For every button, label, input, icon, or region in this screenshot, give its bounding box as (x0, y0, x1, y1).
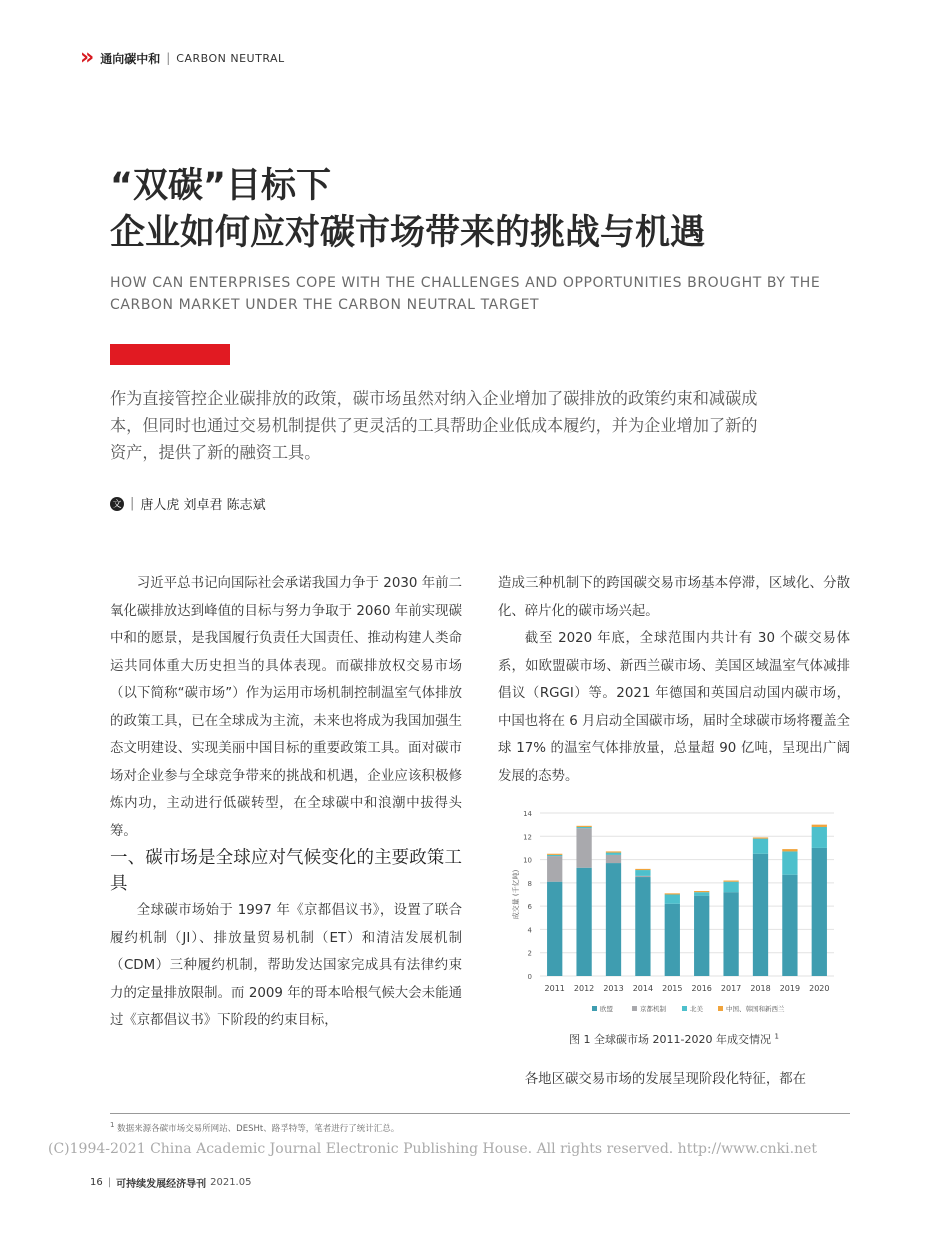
x-tick-label: 2014 (632, 984, 654, 993)
x-tick-label: 2020 (809, 984, 830, 993)
x-tick-label: 2011 (544, 984, 565, 993)
column-header (80, 46, 285, 70)
bar-segment (547, 855, 562, 856)
y-tick-label: 10 (523, 856, 532, 865)
bar-segment (606, 853, 621, 855)
section-heading-1: 一、碳市场是全球应对气候变化的主要政策工具 (110, 848, 462, 894)
bar-segment (665, 904, 680, 976)
footnote-rule (110, 1113, 850, 1114)
body-column-left (110, 570, 462, 1035)
author-names: 唐人虎 刘卓君 陈志斌 (140, 498, 266, 513)
bar-segment (635, 869, 650, 870)
y-tick-label: 12 (523, 833, 532, 842)
bar-segment (723, 882, 738, 892)
bar-segment (576, 826, 591, 827)
legend-swatch (632, 1006, 637, 1011)
x-tick-label: 2019 (779, 984, 801, 993)
legend-label: 中国、韩国和新西兰 (726, 1005, 785, 1013)
bar-segment (723, 892, 738, 976)
bar-segment (576, 827, 591, 828)
english-title: HOW CAN ENTERPRISES COPE WITH THE CHALLENGES AND OPPORTUNITIES BROUGHT BY THE CARBON MARKET UNDER THE CARBON NEUTRAL TARGET (110, 275, 821, 313)
body-paragraph-1: 习近平总书记向国际社会承诺我国力争于 2030 年前二氧化碳排放达到峰值的目标与努力争取于 2060 年前实现碳中和的愿景，是我国履行负责任大国责任、推动构建人类命运共同体重大历史担当的具体表现。而碳排放权交易市场（以下简称“碳市场”）作为运用市场机制控制温室气体排放的政策工具，已在全球成为主流，未来也将成为我国加强生态文明建设、实现美丽中国目标的重要政策工具。面对碳市场对企业参与全球竞争带来的挑战和机遇，企业应该积极修炼内功，主动进行低碳转型，在全球碳中和浪潮中拔得头筹。 (110, 576, 462, 839)
stacked-bar-chart (498, 800, 850, 1025)
caption-text: 图 1 全球碳市场 2011-2020 年成交情况 (569, 1033, 771, 1046)
footnote (110, 1121, 399, 1134)
bar-segment (753, 839, 768, 854)
bar-segment (635, 870, 650, 876)
x-tick-label: 2013 (603, 984, 624, 993)
bar-segment (576, 868, 591, 976)
bar-segment (694, 892, 709, 895)
column-name-cn: 通向碳中和 (100, 51, 161, 66)
y-tick-label: 4 (527, 926, 532, 935)
bar-segment (812, 848, 827, 976)
bar-segment (753, 837, 768, 838)
x-tick-label: 2018 (750, 984, 771, 993)
bar-segment (606, 851, 621, 852)
y-tick-label: 14 (523, 810, 532, 818)
x-tick-label: 2017 (720, 984, 742, 993)
legend-label: 欧盟 (600, 1005, 613, 1013)
body-column-right (498, 570, 850, 790)
article-title (110, 163, 705, 257)
author-line (110, 494, 266, 513)
footnote-marker: 1 (110, 1121, 115, 1129)
title-line-1: “双碳”目标下 (110, 166, 332, 206)
caption-footnote-marker: 1 (774, 1032, 779, 1041)
bar-segment (635, 876, 650, 877)
bar-segment (665, 895, 680, 904)
bar-segment (606, 855, 621, 863)
legend-label: 京都机制 (640, 1005, 666, 1013)
body-paragraph-2: 全球碳市场始于 1997 年《京都倡议书》，设置了联合履约机制（JI）、排放量贸易机制（ET）和清洁发展机制（CDM）三种履约机制，帮助发达国家完成具有法律约束力的定量排放限制。而 2009 年的哥本哈根气候大会未能通过《京都倡议书》下阶段的约束目标， (110, 903, 462, 1028)
legend-swatch (592, 1006, 597, 1011)
bar-segment (665, 893, 680, 894)
bar-segment (547, 856, 562, 882)
body-paragraph-3: 截至 2020 年底，全球范围内共计有 30 个碳交易体系，如欧盟碳市场、新西兰碳市场、美国区域温室气体减排倡议（RGGI）等。2021 年德国和英国启动国内碳市场，中国也将在 6 月启动全国碳市场，届时全球碳市场将覆盖全球 17% 的温室气体排放量，总量超 90 亿吨，呈现出广阔发展的态势。 (498, 631, 850, 784)
bar-segment (606, 863, 621, 976)
bar-segment (782, 851, 797, 874)
legend-swatch (718, 1006, 723, 1011)
author-icon: 文 (110, 497, 124, 511)
body-paragraph-4: 各地区碳交易市场的发展呈现阶段化特征，都在 (524, 1072, 806, 1087)
bar-segment (812, 827, 827, 848)
x-tick-label: 2012 (573, 984, 595, 993)
figure-1-caption (498, 1031, 850, 1047)
legend-swatch (682, 1006, 687, 1011)
double-chevron-icon: » (80, 45, 89, 70)
x-tick-label: 2016 (691, 984, 712, 993)
bar-segment (723, 881, 738, 882)
x-tick-label: 2015 (662, 984, 683, 993)
issue-number: 2021.05 (210, 1177, 252, 1188)
bar-segment (694, 896, 709, 976)
y-tick-label: 0 (527, 973, 532, 981)
y-tick-label: 6 (527, 903, 532, 912)
body-paragraph-2-continued: 造成三种机制下的跨国碳交易市场基本停滞，区域化、分散化、碎片化的碳市场兴起。 (498, 576, 850, 619)
legend-label: 北美 (690, 1005, 703, 1013)
column-name-en: CARBON NEUTRAL (176, 51, 285, 65)
body-column-right-bottom (498, 1066, 850, 1094)
bar-segment (547, 882, 562, 976)
footnote-text: 数据来源各碳市场交易所网站、DESHt、路孚特等，笔者进行了统计汇总。 (117, 1123, 400, 1134)
accent-bar (110, 344, 230, 365)
bar-segment (782, 849, 797, 851)
page-footer (90, 1175, 251, 1190)
page-number: 16 (90, 1177, 103, 1188)
bar-segment (635, 877, 650, 976)
bar-segment (694, 891, 709, 892)
bar-segment (812, 825, 827, 827)
y-tick-label: 2 (527, 949, 532, 958)
lead-paragraph: 作为直接管控企业碳排放的政策，碳市场虽然对纳入企业增加了碳排放的政策约束和减碳成本，但同时也通过交易机制提供了更灵活的工具帮助企业低成本履约，并为企业增加了新的资产，提供了新的融资工具。 (110, 389, 758, 462)
bar-segment (782, 875, 797, 976)
copyright-notice: (C)1994-2021 China Academic Journal Electronic Publishing House. All rights reserved. http://www.cnki.net (48, 1141, 818, 1157)
bar-segment (753, 854, 768, 976)
journal-name: 可持续发展经济导刊 (116, 1179, 207, 1190)
title-line-2: 企业如何应对碳市场带来的挑战与机遇 (110, 213, 706, 253)
header-divider: | (166, 51, 171, 65)
y-tick-label: 8 (527, 879, 532, 888)
y-axis-label: 成交量 (千亿吨) (512, 869, 520, 920)
bar-segment (576, 828, 591, 868)
footer-divider: | (107, 1177, 112, 1188)
bar-segment (547, 854, 562, 855)
author-divider: | (130, 496, 135, 511)
figure-1-chart (498, 800, 850, 1055)
